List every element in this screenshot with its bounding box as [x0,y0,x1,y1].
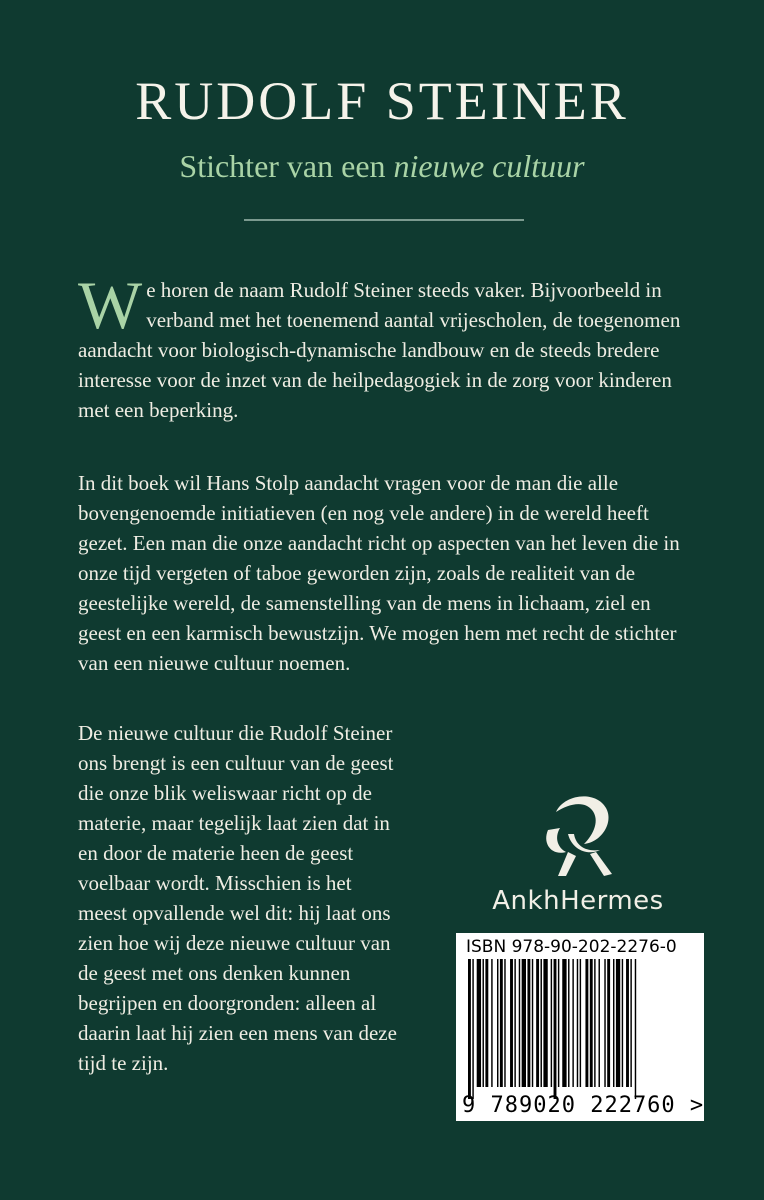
publisher-name: AnkhHermes [492,886,664,916]
barcode-bar [519,959,520,1087]
barcode-bar [554,959,557,1099]
barcode-bar [585,959,588,1087]
barcode-bar [580,959,581,1087]
barcode-bar [491,959,492,1087]
barcode-bar [562,959,566,1087]
barcode-bar [590,959,593,1087]
barcode-bar [504,959,505,1087]
barcode-bar [510,959,513,1087]
subtitle-italic: nieuwe cultuur [393,148,585,184]
barcode-bar [483,959,484,1087]
barcode-bar [500,959,503,1087]
paragraph-second: In dit boek wil Hans Stolp aandacht vragen voor de man die alle bovengenoemde initiatieven (en nog vele andere) in de wereld heeft gezet. Een man die onze aandacht richt op aspecten van het leven die in onze tijd vergeten of taboe geworden zijn, zoals de realiteit van de geestelijke wereld, de samenstelling van de mens in lichaam, ziel en geest en een karmisch bewustzijn. We mogen hem met recht de stichter van een nieuwe cultuur noemen. [78,471,680,675]
barcode-bar [477,959,481,1087]
paragraph-third: De nieuwe cultuur die Rudolf Steiner ons brengt is een cultuur van de geest die onze blik weliswaar richt op de materie, maar tegelijk laat zien dat in en door de materie heen de geest voelbaar wordt. Misschien is het meest opvallende wel dit: hij laat ons zien hoe wij deze nieuwe cultuur van de geest met ons denken kunnen begrijpen en doorgronden: alleen al daarin laat hij zien een mens van deze tijd te zijn. [78,721,397,1075]
barcode-bar [541,959,542,1087]
barcode-bar [543,959,547,1087]
barcode-bar [630,959,631,1087]
barcode-bar [522,959,526,1087]
barcode-bar [622,959,623,1087]
barcode-bar [607,959,610,1087]
barcode-bar [472,959,473,1099]
barcode-bars [466,959,696,1099]
barcode-bar [635,959,636,1099]
barcode-bar [497,959,498,1087]
barcode-panel [456,933,704,1121]
barcode-bar [568,959,569,1087]
barcode-bar [485,959,488,1087]
barcode-bar [626,959,629,1087]
subtitle-plain: Stichter van een [179,148,386,184]
barcode-bar [551,959,552,1087]
barcode-bar [616,959,620,1087]
barcode-bar [613,959,614,1087]
barcode-bar [572,959,573,1087]
barcode-bar [558,959,559,1087]
drop-cap: W [78,267,143,343]
book-subtitle [0,148,764,185]
paragraph-intro-text: e horen de naam Rudolf Steiner steeds vaker. Bijvoorbeeld in verband met het toenemend aantal vrijescholen, de toegenomen aandacht voor biologisch-dynamische landbouw en de steeds bredere interesse voor de inzet van de heilpedagogiek in de zorg voor kinderen met een beperking. [78,278,681,422]
barcode-bar [594,959,595,1087]
barcode-bar [468,959,471,1099]
barcode-number: 9 789020 222760 > [462,1093,705,1118]
paragraph-intro [78,267,698,425]
book-title: RUDOLF STEINER [135,71,629,131]
isbn-label: ISBN 978-90-202-2276-0 [466,937,677,957]
barcode-bar [577,959,578,1087]
barcode-bar [527,959,530,1087]
barcode-bar [514,959,515,1087]
barcode-bar [604,959,605,1087]
barcode-bar [599,959,600,1087]
ankhhermes-logo-icon [538,790,622,880]
barcode-bar [532,959,533,1087]
title-divider [244,219,524,221]
barcode-bar [536,959,539,1087]
